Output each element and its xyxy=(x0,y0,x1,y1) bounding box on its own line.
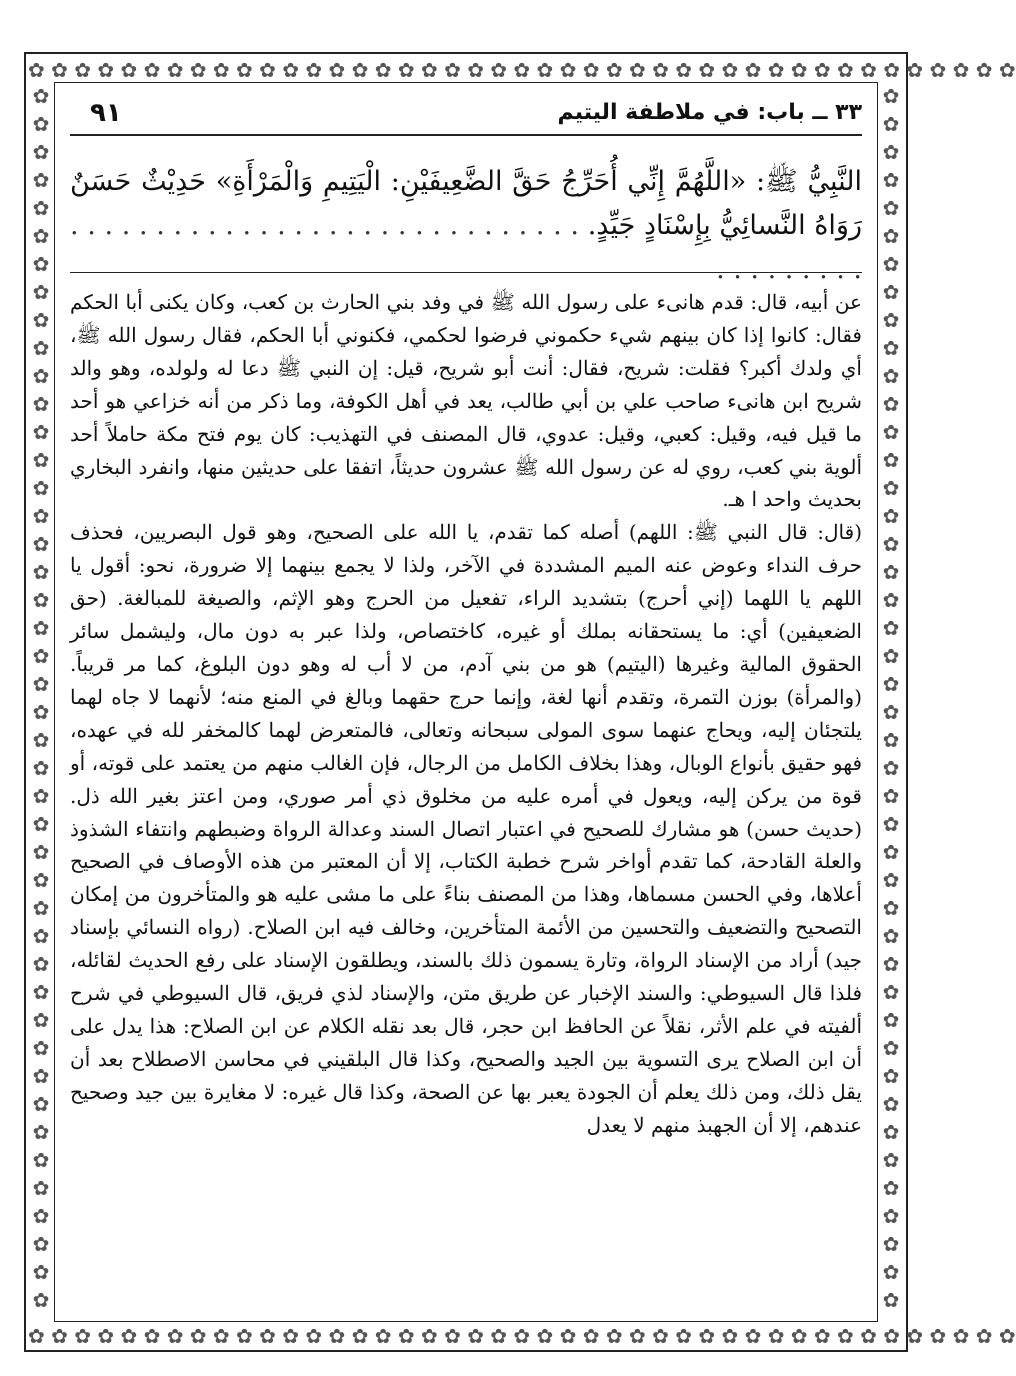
commentary xyxy=(70,286,862,1142)
ornament-border-right: ✿✿✿✿✿✿✿✿✿✿✿✿✿✿✿✿✿✿✿✿✿✿✿✿✿✿✿✿✿✿✿✿✿✿✿✿✿✿✿✿✿✿✿✿ xyxy=(882,84,900,1312)
page-number: ٩١ xyxy=(90,98,122,128)
ornament-border-bottom: ✿ ✿ ✿ ✿ ✿ ✿ ✿ ✿ ✿ ✿ ✿ ✿ ✿ ✿ ✿ ✿ ✿ ✿ ✿ ✿ ✿ ✿ ✿ ✿ ✿ ✿ ✿ ✿ ✿ ✿ ✿ ✿ ✿ ✿ ✿ ✿ ✿ ✿ ✿ ✿ ✿ ✿ ✿ xyxy=(28,1324,1016,1348)
commentary-paragraph-1: عن أبيه، قال: قدم هانىء على رسول الله ﷺ في وفد بني الحارث بن كعب، وكان يكنى أبا الحكم فقال: كانوا إذا كان بينهم شيء حكموني فرضوا لحكمي، فكنوني أبا الحكم، فقال رسول الله ﷺ، أي ولدك أكبر؟ فقلت: شريح، فقال: أنت أبو شريح، قيل: إن النبي ﷺ دعا له ولولده، وهو والد شريح ابن هانىء صاحب علي بن أبي طالب، يعد في أهل الكوفة، وما ذكر من أنه خزاعي هو أحد ما قيل فيه، وقيل: كعبي، وقيل: عدوي، قال المصنف في التهذيب: كان يوم فتح مكة حاملاً أحد ألوية بني كعب، روي له عن رسول الله ﷺ عشرون حديثاً، اتفقا على حديثين منها، وانفرد البخاري بحديث واحد ا هـ. xyxy=(70,290,862,512)
ornament-border-left: ✿✿✿✿✿✿✿✿✿✿✿✿✿✿✿✿✿✿✿✿✿✿✿✿✿✿✿✿✿✿✿✿✿✿✿✿✿✿✿✿✿✿✿✿ xyxy=(32,84,50,1312)
dotted-leader: . . . . . . . . . . . . . . . . . . . . . . . . . . . . . . . . . . . . . . . xyxy=(70,210,862,285)
commentary-paragraph-2: (قال: قال النبي ﷺ: اللهم) أصله كما تقدم، يا الله على الصحيح، وهو قول البصريين، فحذف حرف النداء وعوض عنه الميم المشددة في الآخر، ولذا لا يجمع بينهما إلا ضرورة، نحو: أقول يا اللهم يا اللهما (إني أحرج) بتشديد الراء، تفعيل من الحرج وهو الإثم، والصيغة للمبالغة. (حق الضعيفين) أي: ما يستحقانه بملك أو غيره، كاختصاص، ولذا عبر به دون مال، وليشمل سائر الحقوق المالية وغيرها (اليتيم) هو من بني آدم، من لا أب له وهو دون البلوغ، كما مر قريباً. (والمرأة) بوزن التمرة، وتقدم أنها لغة، وإنما حرج حقهما وبالغ في المنع منه؛ لأنهما لا جاه لهما يلتجئان إليه، ويحاج عنهما سوى المولى سبحانه وتعالى، فالمتعرض لهما كالمخفر لله في عهده، فهو حقيق بأنواع الوبال، وهذا بخلاف الكامل من الرجال، فإن الغالب منهم من يعتمد على قوته، أو قوة من يركن إليه، ويعول في أمره عليه من مخلوق ذي أمر صوري، ومن اعتز بغير الله ذل. (حديث حسن) هو مشارك للصحيح في اعتبار اتصال السند وعدالة الرواة وضبطهم وانتفاء الشذوذ والعلة القادحة، كما تقدم أواخر شرح خطبة الكتاب، إلا أن المعتبر من هذه الأوصاف في الصحيح أعلاها، وفي الحسن مسماها، وهذا من المصنف بناءً على ما مشى عليه هو والمتأخرون من إمكان التصحيح والتضعيف والتحسين من الأئمة المتأخرين، وخالف فيه ابن الصلاح. (رواه النسائي بإسناد جيد) أراد من الإسناد الرواة، وتارة يسمون ذلك بالسند، ويطلقون الإسناد على رفع الحديث لقائله، فلذا قال السيوطي: والسند الإخبار عن طريق متن، والإسناد لذي فريق، قال السيوطي في شرح ألفيته في علم الأثر، نقلاً عن الحافظ ابن حجر، قال بعد نقله الكلام عن ابن الصلاح: هذا يدل على أن ابن الصلاح يرى التسوية بين الجيد والصحيح، وكذا قال البلقيني في محاسن الاصطلاح بعد أن يقل ذلك، ومن ذلك يعلم أن الجودة يعبر بها عن الصحة، وكذا قال غيره: لا مغايرة بين جيد وصحيح عندهم، إلا أن الجهبذ منهم لا يعدل xyxy=(70,520,862,1137)
text-separator xyxy=(70,272,862,273)
running-header xyxy=(70,96,862,136)
ornament-border-top: ✿ ✿ ✿ ✿ ✿ ✿ ✿ ✿ ✿ ✿ ✿ ✿ ✿ ✿ ✿ ✿ ✿ ✿ ✿ ✿ ✿ ✿ ✿ ✿ ✿ ✿ ✿ ✿ ✿ ✿ ✿ ✿ ✿ ✿ ✿ ✿ ✿ ✿ ✿ ✿ ✿ ✿ ✿ xyxy=(28,58,1016,82)
hadith-body: النَّبِيُّ ﷺ: «اللَّهُمَّ إِنِّي أُحَرِّجُ حَقَّ الضَّعِيفَيْنِ: الْيَتِيمِ وَالْمَرْأَةِ» حَدِيْثٌ حَسَنٌ رَوَاهُ النَّسائِيُّ بِإِسْنَادٍ جَيِّدٍ. xyxy=(70,166,862,241)
chapter-title: ٣٣ ــ باب: في ملاطفة اليتيم xyxy=(557,100,862,125)
